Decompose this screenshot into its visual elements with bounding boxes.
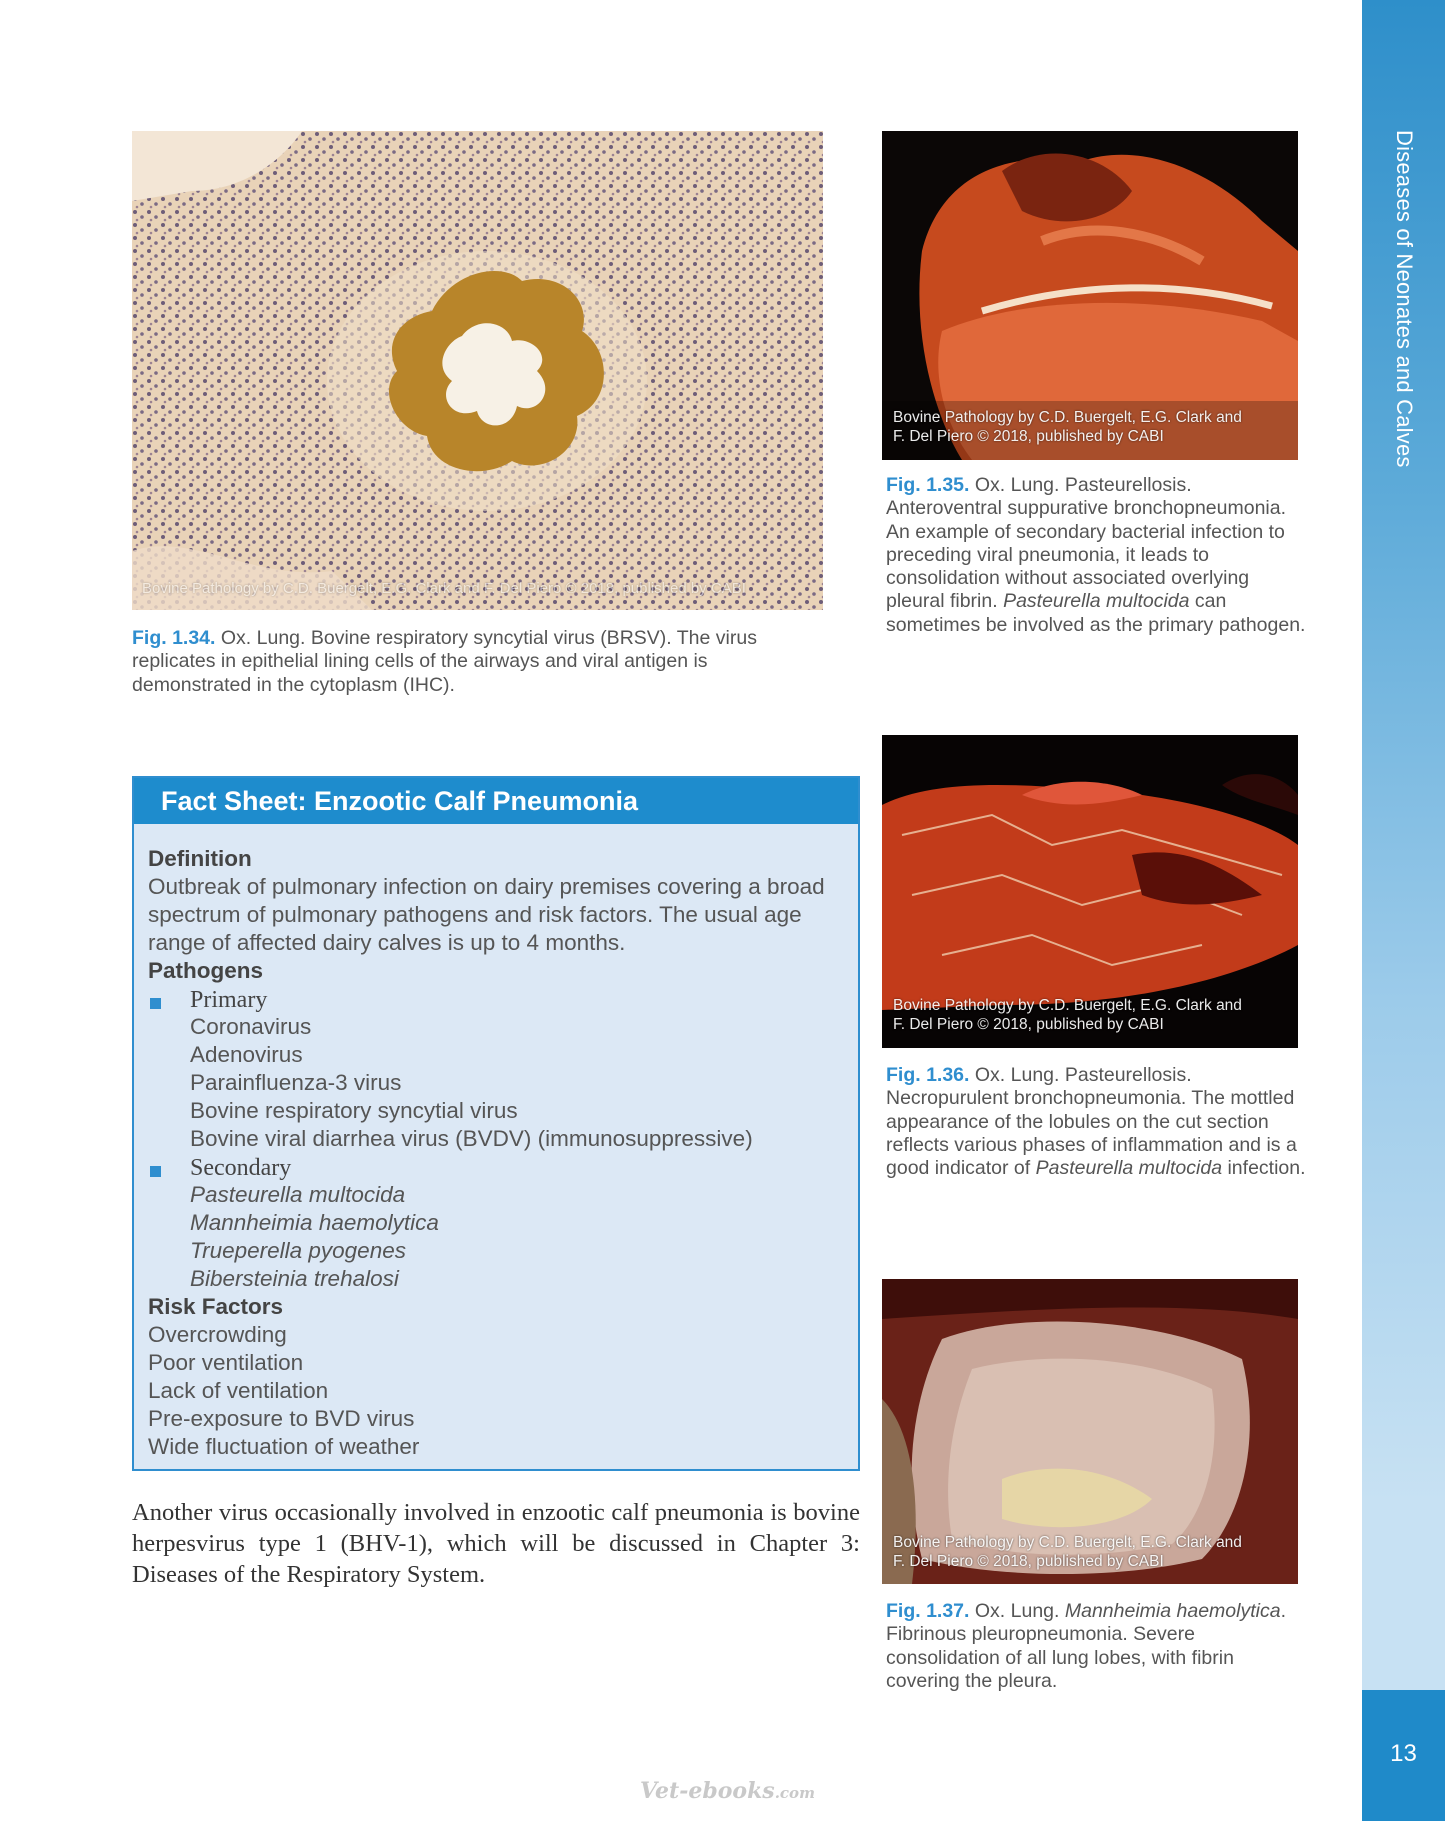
fig-1-37-label: Fig. 1.37. (886, 1600, 970, 1622)
fig-1-35-label: Fig. 1.35. (886, 474, 970, 496)
primary-pathogen: Adenovirus (190, 1042, 303, 1067)
primary-pathogen: Coronavirus (190, 1014, 312, 1039)
fig-1-37-caption-italic: Mannheimia haemolytica (1064, 1600, 1281, 1622)
fig-1-34-label: Fig. 1.34. (132, 627, 216, 649)
fig-1-34-caption-text: Ox. Lung. Bovine respiratory syncytial virus (BRSV). The virus replicates in epithelial lining cells of the airways and viral antigen is demonstrated in the cytoplasm (IHC). (132, 627, 757, 696)
risk-factor: Wide fluctuation of weather (148, 1434, 420, 1459)
fig-1-36-caption (886, 1064, 1306, 1180)
secondary-pathogen (190, 1237, 406, 1265)
risk-factor: Poor ventilation (148, 1350, 304, 1375)
definition-line: range of affected dairy calves is up to 4 months. (148, 930, 626, 955)
risk-factors-heading: Risk Factors (148, 1294, 284, 1319)
fact-sheet-box (132, 776, 860, 1471)
watermark-main: Vet-ebooks (640, 1778, 775, 1804)
fig-1-34-image (132, 131, 823, 610)
primary-label: Primary (190, 987, 268, 1013)
risk-factor: Lack of ventilation (148, 1378, 329, 1403)
definition-heading: Definition (148, 846, 252, 871)
fig-1-37-caption (886, 1600, 1306, 1693)
secondary-pathogen-name: Mannheimia haemolytica (190, 1210, 439, 1235)
definition-line: Outbreak of pulmonary infection on dairy premises covering a broad (148, 874, 825, 899)
primary-pathogen: Parainfluenza-3 virus (190, 1070, 402, 1095)
pathogens-heading: Pathogens (148, 958, 264, 983)
body-paragraph: Another virus occasionally involved in enzootic calf pneumonia is bovine herpesvirus type 1 (BHV-1), which will be discussed in Chapter 3: Diseases of the Respiratory System. (132, 1499, 860, 1588)
fig-1-35-caption (886, 474, 1306, 637)
fig-1-37-caption-a: Ox. Lung. (974, 1600, 1060, 1622)
fig-1-34-caption (132, 627, 792, 697)
fig-1-36-label: Fig. 1.36. (886, 1064, 970, 1086)
primary-pathogen: Bovine respiratory syncytial virus (190, 1098, 518, 1123)
fig-1-35-caption-italic: Pasteurella multocida (1003, 590, 1190, 613)
fig-1-36-caption-a: Ox. Lung. Pasteurellosis. Necropurulent bronchopneumonia. The mottled appearance of the lobules on the cut section reflects various phases of inflammation and is a good indicator of (886, 1064, 1297, 1180)
risk-factor: Pre-exposure to BVD virus (148, 1406, 415, 1431)
fig-1-36-credit-1: Bovine Pathology by C.D. Buergelt, E.G. Clark and (893, 997, 1242, 1014)
secondary-pathogen-name: Bibersteinia trehalosi (190, 1266, 399, 1291)
fig-1-37-credit-1: Bovine Pathology by C.D. Buergelt, E.G. Clark and (893, 1534, 1242, 1551)
primary-pathogen: Bovine viral diarrhea virus (BVDV) (immunosuppressive) (190, 1126, 753, 1151)
secondary-pathogen (190, 1181, 405, 1209)
fig-1-36-caption-italic: Pasteurella multocida (1035, 1157, 1223, 1180)
definition-line: spectrum of pulmonary pathogens and risk factors. The usual age (148, 902, 802, 927)
secondary-pathogen (190, 1265, 399, 1293)
secondary-pathogen (190, 1209, 439, 1237)
fig-1-37-caption-b: . Fibrinous pleuropneumonia. Severe consolidation of all lung lobes, with fibrin covering the pleura. (886, 1600, 1286, 1692)
secondary-pathogen-name: Pasteurella multocida (190, 1182, 406, 1207)
fig-1-36-caption-b: infection. (1227, 1157, 1306, 1180)
fig-1-35-image (882, 131, 1298, 460)
page-number: 13 (1390, 1740, 1417, 1767)
fig-1-35-caption-a: Ox. Lung. Pasteurellosis. Anteroventral suppurative bronchopneumonia. An example of secondary bacterial infection to preceding viral pneumonia, it leads to consolidation without associated overlying pleural fibrin. (886, 474, 1287, 613)
secondary-bullet (150, 1166, 161, 1177)
chapter-title: Diseases of Neonates and Calves (1392, 130, 1417, 468)
fig-1-36-image (882, 735, 1298, 1048)
footer-watermark (640, 1778, 815, 1804)
fig-1-37-credit-2: F. Del Piero © 2018, published by CABI (893, 1553, 1164, 1570)
risk-factor: Overcrowding (148, 1322, 287, 1347)
fig-1-34-credit: Bovine Pathology by C.D. Buergelt, E.G. Clark and F. Del Piero © 2018, published by CABI (142, 580, 746, 597)
primary-bullet (150, 998, 161, 1009)
fact-sheet-title: Fact Sheet: Enzootic Calf Pneumonia (134, 778, 858, 824)
fig-1-36-credit-2: F. Del Piero © 2018, published by CABI (893, 1016, 1164, 1033)
watermark-suffix: .com (774, 1784, 815, 1802)
secondary-label: Secondary (190, 1155, 292, 1181)
fig-1-35-caption-b: can sometimes be involved as the primary pathogen. (886, 590, 1306, 636)
fig-1-35-credit-1: Bovine Pathology by C.D. Buergelt, E.G. Clark and (893, 409, 1242, 426)
fig-1-37-image (882, 1279, 1298, 1584)
fig-1-35-credit-2: F. Del Piero © 2018, published by CABI (893, 428, 1164, 445)
secondary-pathogen-name: Trueperella pyogenes (190, 1238, 406, 1263)
